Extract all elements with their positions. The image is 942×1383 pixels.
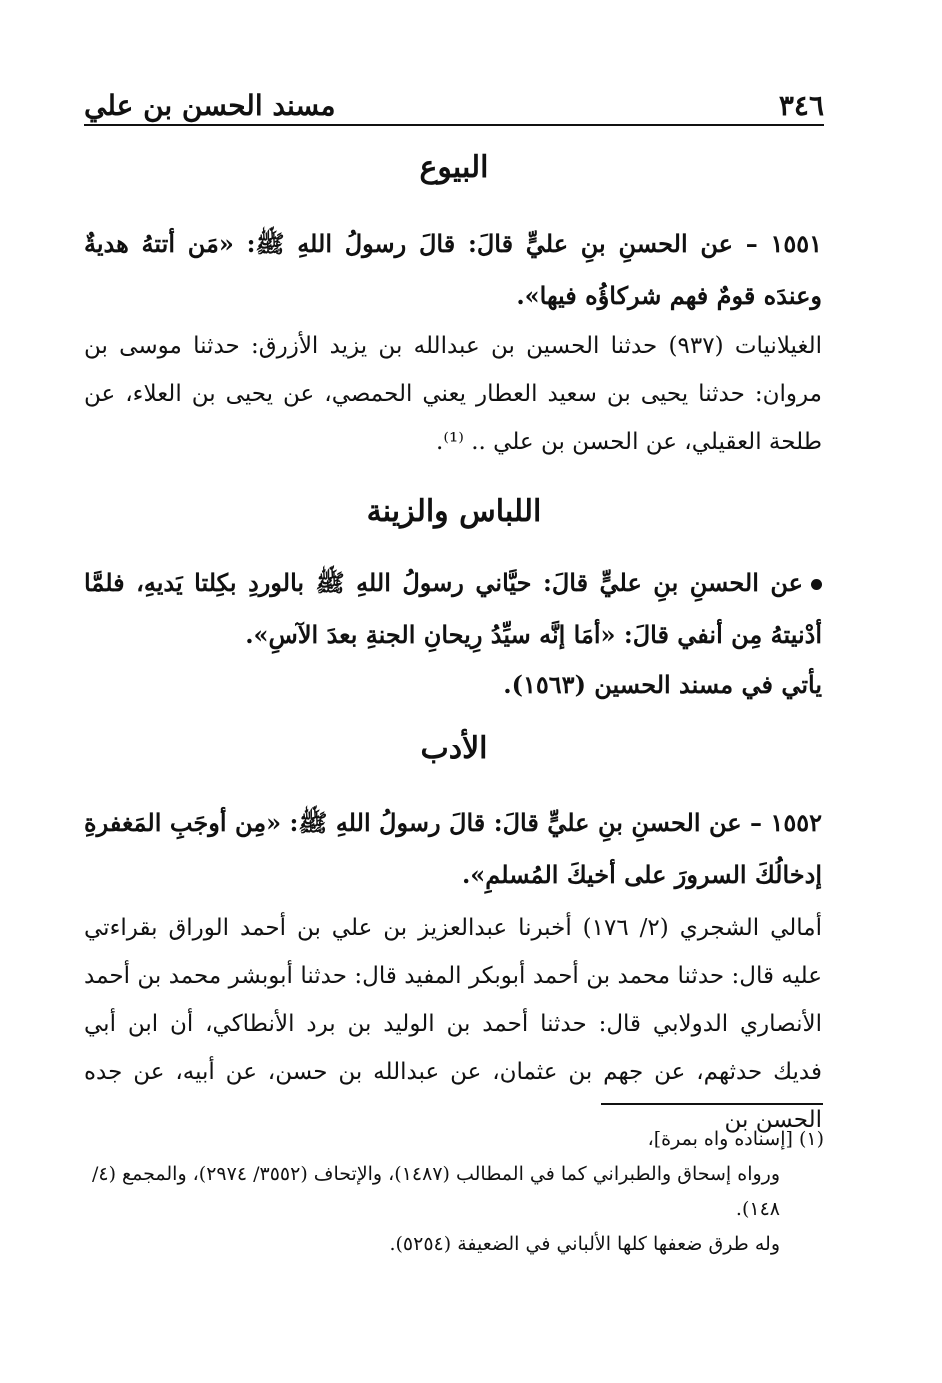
running-title: مسند الحسن بن علي [84,89,336,122]
section-heading-sales: البيوع [419,150,489,185]
footnotes [84,1122,824,1262]
hadith-1551: ١٥٥١ – عن الحسنِ بنِ عليٍّ قالَ: قالَ رسولُ اللهِ ﷺ: «مَن أتتهُ هديةٌ وعندَه قومٌ فهم شركاؤُه فيها». [84,229,822,310]
footnote-1-grading: وله طرق ضعفها كلها الألباني في الضعيفة (٥٢٥٤). [389,1233,780,1255]
hadith-1552: ١٥٥٢ – عن الحسنِ بنِ عليٍّ قالَ: قالَ رسولُ اللهِ ﷺ: «مِن أوجَبِ المَغفرةِ إدخالُكَ السرورَ على أخيكَ المُسلمِ». [84,808,822,889]
footnote-rule [601,1103,823,1105]
source-text-1551: الغيلانيات (٩٣٧) حدثنا الحسين بن عبدالله بن يزيد الأزرق: حدثنا موسى بن مروان: حدثنا يحيى بن سعيد العطار يعني الحمصي، عن يحيى بن العلاء، عن طلحة العقيلي، عن الحسن بن علي .. ⁽¹⁾. [84,333,822,455]
footnote-1-references: ورواه إسحاق والطبراني كما في المطالب (١٤٨٧)، والإتحاف (٣٥٥٢/ ٢٩٧٤)، والمجمع (٤/ ١٤٨). [91,1163,780,1220]
hadith-rose [84,557,822,661]
running-header [84,76,824,120]
cross-reference-note: يأتي في مسند الحسين (١٥٦٣). [503,670,822,699]
header-rule [84,124,824,126]
bullet-icon [811,579,822,590]
section-heading-manners: الأدب [420,731,488,766]
section-heading-clothing: اللباس والزينة [366,494,542,529]
source-text-1552: أمالي الشجري (٢/ ١٧٦) أخبرنا عبدالعزيز بن علي بن أحمد الوراق بقراءتي عليه قال: حدثنا محمد بن أحمد أبوبكر المفيد قال: حدثنا أبوبشر محمد بن أحمد الأنصاري الدولابي قال: حدثنا أحمد بن الوليد بن برد الأنطاكي، أن ابن أبي فديك حدثهم، عن جهم بن عثمان، عن عبدالله بن حسن، عن أبيه، عن جده الحسن بن [84,915,823,1133]
page-number: ٣٤٦ [778,89,824,122]
footnote-1: (١) [إسناده واه بمرة]، [647,1128,824,1150]
hadith-rose-text: عن الحسنِ بنِ عليٍّ قالَ: حيَّاني رسولُ اللهِ ﷺ بالوردِ بكِلتا يَديهِ، فلمَّا أدْنيتهُ مِن أنفي قالَ: «أمَا إنَّه سيِّدُ رِيحانِ الجنةِ بعدَ الآسِ». [84,568,822,649]
